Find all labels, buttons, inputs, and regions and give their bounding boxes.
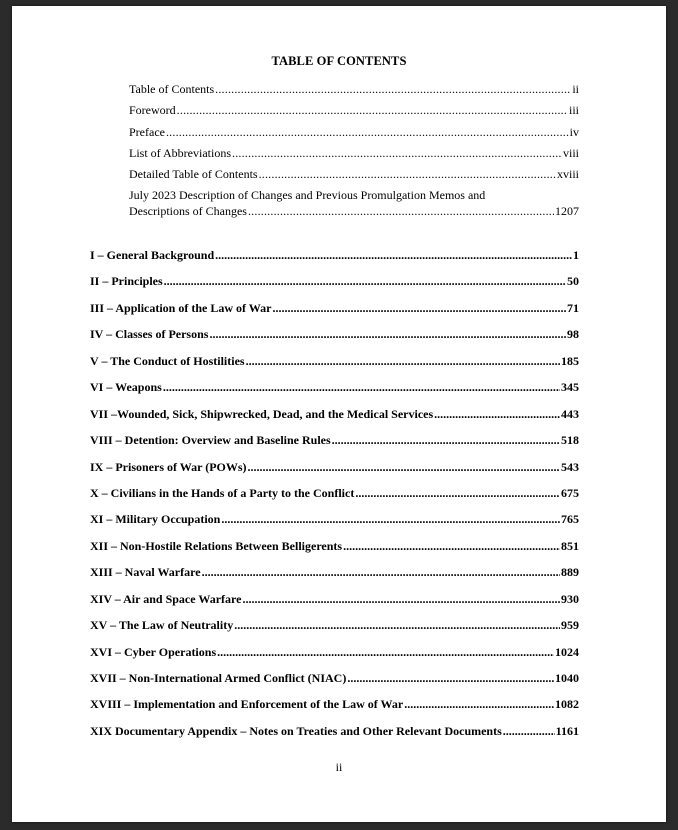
toc-chapter-15[interactable] — [90, 618, 579, 644]
toc-entry-table-of-contents[interactable] — [129, 82, 579, 103]
chapter-page: 518 — [561, 433, 579, 448]
toc-entry-page: iii — [568, 103, 579, 118]
document-page — [12, 6, 666, 822]
toc-entry-page: iv — [569, 124, 579, 139]
dot-leader — [164, 274, 566, 289]
chapter-label: XIII – Naval Warfare — [90, 565, 201, 580]
chapter-label: X – Civilians in the Hands of a Party to the Conflict — [90, 485, 355, 500]
dot-leader — [221, 512, 560, 527]
toc-chapter-13[interactable] — [90, 565, 579, 591]
dot-leader — [332, 433, 560, 448]
chapter-page: 675 — [561, 485, 579, 500]
toc-entry-label: Detailed Table of Contents — [129, 167, 258, 182]
toc-chapter-1[interactable] — [90, 248, 579, 274]
chapter-page: 1040 — [555, 671, 579, 685]
chapter-label: XVI – Cyber Operations — [90, 644, 217, 659]
chapter-page: 1024 — [555, 644, 579, 659]
chapter-page: 765 — [561, 512, 579, 527]
dot-leader — [434, 407, 560, 422]
chapter-label: III – Application of the Law of War — [90, 300, 272, 315]
chapter-page: 185 — [561, 353, 579, 368]
toc-entry-preface[interactable] — [129, 125, 579, 146]
chapter-label: II – Principles — [90, 274, 163, 289]
toc-entry-line2 — [129, 204, 579, 220]
toc-entry-label-line2: Descriptions of Changes — [129, 203, 247, 218]
dot-leader — [163, 380, 560, 395]
dot-leader — [234, 618, 560, 633]
dot-leader — [248, 460, 560, 475]
toc-chapter-19[interactable] — [90, 724, 579, 750]
toc-chapter-9[interactable] — [90, 460, 579, 486]
page-number-footer: ii — [335, 760, 343, 774]
page-title: TABLE OF CONTENTS — [271, 54, 407, 68]
toc-chapter-10[interactable] — [90, 486, 579, 512]
chapter-label: VI – Weapons — [90, 380, 162, 395]
toc-chapter-12[interactable] — [90, 539, 579, 565]
toc-chapter-18[interactable] — [90, 697, 579, 723]
toc-chapter-14[interactable] — [90, 592, 579, 618]
chapter-page: 543 — [561, 459, 579, 474]
dot-leader — [355, 486, 560, 501]
toc-chapter-16[interactable] — [90, 645, 579, 671]
toc-entry-label-line1: July 2023 Description of Changes and Previous Promulgation Memos and — [129, 188, 486, 203]
chapter-label: IX – Prisoners of War (POWs) — [90, 459, 247, 474]
toc-entry-page: xviii — [556, 167, 579, 182]
front-matter-list — [129, 82, 579, 219]
chapter-label: XII – Non-Hostile Relations Between Belligerents — [90, 538, 343, 553]
chapter-label: XVII – Non-International Armed Conflict (NIAC) — [90, 671, 347, 685]
chapter-label: XI – Military Occupation — [90, 512, 221, 527]
chapter-page: 50 — [567, 274, 579, 289]
dot-leader — [166, 125, 569, 140]
chapter-label: VII –Wounded, Sick, Shipwrecked, Dead, and the Medical Services — [90, 406, 434, 421]
chapter-label: XIV – Air and Space Warfare — [90, 591, 242, 606]
dot-leader — [404, 697, 554, 712]
chapter-page: 1082 — [555, 697, 579, 712]
chapter-page: 889 — [561, 565, 579, 580]
toc-entry-description-of-changes[interactable] — [129, 188, 579, 219]
chapter-page: 71 — [567, 300, 579, 315]
dot-leader — [248, 204, 554, 220]
chapter-page: 959 — [561, 618, 579, 633]
dot-leader — [503, 724, 555, 739]
toc-entry-list-of-abbreviations[interactable] — [129, 146, 579, 167]
toc-chapter-3[interactable] — [90, 301, 579, 327]
toc-chapter-11[interactable] — [90, 512, 579, 538]
chapter-page: 345 — [561, 380, 579, 395]
toc-entry-detailed-toc[interactable] — [129, 167, 579, 188]
chapter-label: VIII – Detention: Overview and Baseline Rules — [90, 433, 331, 448]
chapter-label: IV – Classes of Persons — [90, 327, 209, 342]
chapter-page: 1161 — [555, 723, 579, 738]
toc-entry-foreword[interactable] — [129, 103, 579, 124]
dot-leader — [242, 592, 560, 607]
chapter-label: XIX Documentary Appendix – Notes on Treaties and Other Relevant Documents — [90, 723, 502, 738]
chapter-label: V – The Conduct of Hostilities — [90, 353, 245, 368]
chapter-page: 443 — [561, 406, 579, 421]
chapter-page: 98 — [567, 327, 579, 342]
chapter-page: 851 — [561, 538, 579, 553]
toc-entry-page: ii — [572, 82, 579, 96]
toc-entry-label: List of Abbreviations — [129, 145, 231, 160]
toc-entry-label: Foreword — [129, 103, 176, 118]
chapter-label: XV – The Law of Neutrality — [90, 618, 234, 633]
dot-leader — [215, 248, 572, 263]
dot-leader — [177, 103, 568, 118]
dot-leader — [209, 327, 566, 342]
toc-chapter-6[interactable] — [90, 380, 579, 406]
toc-chapter-4[interactable] — [90, 327, 579, 353]
toc-entry-label: Preface — [129, 124, 165, 139]
dot-leader — [232, 146, 562, 161]
dot-leader — [202, 565, 560, 580]
dot-leader — [215, 82, 571, 97]
chapter-label: XVIII – Implementation and Enforcement of the Law of War — [90, 697, 404, 712]
chapter-page: 1 — [573, 248, 579, 262]
dot-leader — [217, 645, 554, 660]
toc-entry-page: 1207 — [555, 203, 579, 218]
dot-leader — [259, 167, 556, 182]
dot-leader — [347, 671, 554, 686]
toc-entry-page: viii — [562, 145, 579, 160]
toc-chapter-8[interactable] — [90, 433, 579, 459]
toc-chapter-2[interactable] — [90, 274, 579, 300]
toc-chapter-5[interactable] — [90, 354, 579, 380]
dot-leader — [343, 539, 560, 554]
chapter-label: I – General Background — [90, 248, 215, 262]
toc-chapter-17[interactable] — [90, 671, 579, 697]
chapter-list — [90, 248, 579, 750]
dot-leader — [272, 301, 566, 316]
toc-chapter-7[interactable] — [90, 407, 579, 433]
chapter-page: 930 — [561, 591, 579, 606]
toc-entry-label: Table of Contents — [129, 82, 215, 96]
dot-leader — [246, 354, 560, 369]
